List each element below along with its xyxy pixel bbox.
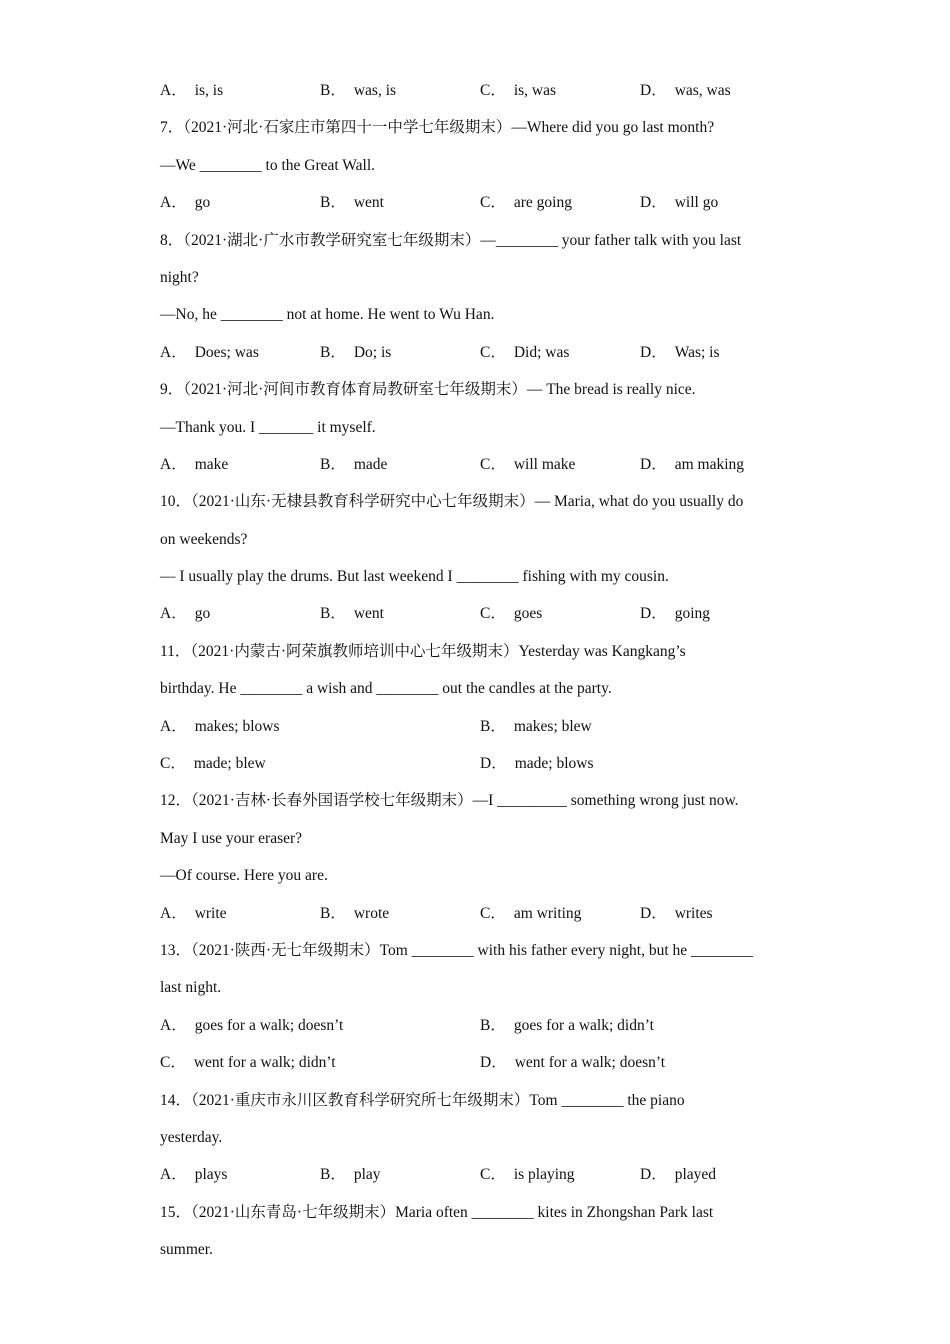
q7-options [160, 190, 800, 227]
q15-stem: 15．（2021·山东青岛·七年级期末）Maria often ________ kites in Zhongshan Park last [160, 1203, 714, 1221]
option-a: A． is, is [160, 82, 224, 99]
q10-stem-cont: on weekends? [160, 530, 248, 548]
q8-stem-cont: —No, he ________ not at home. He went to Wu Han. [160, 306, 495, 324]
option-a: A． Does; was [160, 343, 259, 361]
q7-stem-cont: —We ________ to the Great Wall. [160, 156, 376, 174]
option-d: D． writes [640, 904, 713, 922]
q8-options [160, 340, 800, 377]
q9-options [160, 452, 800, 489]
option-c: C． went for a walk; didn’t [160, 1054, 336, 1072]
option-b: B． play [320, 1166, 381, 1184]
q9-stem-cont: —Thank you. I _______ it myself. [160, 418, 376, 436]
option-b: B． Do; is [320, 343, 392, 361]
q10-options [160, 601, 800, 638]
q12-stem-cont: —Of course. Here you are. [160, 867, 328, 885]
option-c: C． Did; was [480, 343, 570, 361]
option-d: D． went for a walk; doesn’t [480, 1054, 666, 1072]
q11-stem-cont: birthday. He ________ a wish and ________ out the candles at the party. [160, 680, 612, 698]
q12-options [160, 901, 800, 938]
option-a: A． make [160, 455, 229, 473]
q7-stem: 7．（2021·河北·石家庄市第四十一中学七年级期末）—Where did you go last month? [160, 119, 715, 137]
q8-stem: 8．（2021·湖北·广水市教学研究室七年级期末）—________ your father talk with you last [160, 231, 742, 249]
q14-options [160, 1162, 800, 1199]
q13-stem-cont: last night. [160, 979, 222, 997]
option-c: C． goes [480, 605, 543, 623]
option-b: B． went [320, 605, 384, 623]
document-page [160, 78, 800, 1275]
q13-options-row2 [160, 1050, 800, 1087]
q10-stem-cont: — I usually play the drums. But last weekend I ________ fishing with my cousin. [160, 568, 669, 586]
q10-stem: 10．（2021·山东·无棣县教育科学研究中心七年级期末）— Maria, what do you usually do [160, 493, 744, 511]
q11-options-row2 [160, 751, 800, 788]
option-d: D． am making [640, 455, 745, 473]
option-d: D． will go [640, 194, 719, 212]
option-b: B． was, is [320, 82, 397, 99]
option-b: B． wrote [320, 904, 390, 922]
q8-stem-cont: night? [160, 268, 199, 286]
q11-stem: 11．（2021·内蒙古·阿荣旗教师培训中心七年级期末）Yesterday was Kangkang’s [160, 642, 686, 660]
q14-stem-cont: yesterday. [160, 1128, 223, 1146]
option-d: D． going [640, 605, 711, 623]
q9-stem: 9．（2021·河北·河间市教育体育局教研室七年级期末）— The bread is really nice. [160, 381, 696, 399]
option-a: A． write [160, 904, 227, 922]
option-d: D． played [640, 1166, 717, 1184]
option-c: C． are going [480, 194, 572, 212]
option-c: C． am writing [480, 904, 582, 922]
option-b: B． made [320, 455, 388, 473]
option-a: A． go [160, 605, 211, 623]
option-c: C． is, was [480, 82, 557, 99]
q12-stem: 12．（2021·吉林·长春外国语学校七年级期末）—I _________ something wrong just now. [160, 792, 739, 810]
option-d: D． was, was [640, 82, 731, 99]
option-a: A． goes for a walk; doesn’t [160, 1016, 344, 1034]
q6-options [160, 78, 800, 115]
option-b: B． makes; blew [480, 717, 592, 735]
option-c: C． is playing [480, 1166, 575, 1184]
option-a: A． go [160, 194, 211, 212]
q15-stem-cont: summer. [160, 1241, 213, 1259]
option-c: C． made; blew [160, 755, 266, 773]
option-c: C． will make [480, 455, 576, 473]
option-b: B． went [320, 194, 384, 212]
option-a: A． makes; blows [160, 717, 280, 735]
q13-stem: 13．（2021·陕西·无七年级期末）Tom ________ with his father every night, but he ________ [160, 941, 754, 959]
q13-options-row1 [160, 1013, 800, 1050]
option-b: B． goes for a walk; didn’t [480, 1016, 654, 1034]
q11-options-row1 [160, 714, 800, 751]
q14-stem: 14．（2021·重庆市永川区教育科学研究所七年级期末）Tom ________ the piano [160, 1091, 685, 1109]
option-d: D． made; blows [480, 755, 594, 773]
option-a: A． plays [160, 1166, 228, 1184]
option-d: D． Was; is [640, 343, 720, 361]
q12-stem-cont: May I use your eraser? [160, 829, 303, 847]
